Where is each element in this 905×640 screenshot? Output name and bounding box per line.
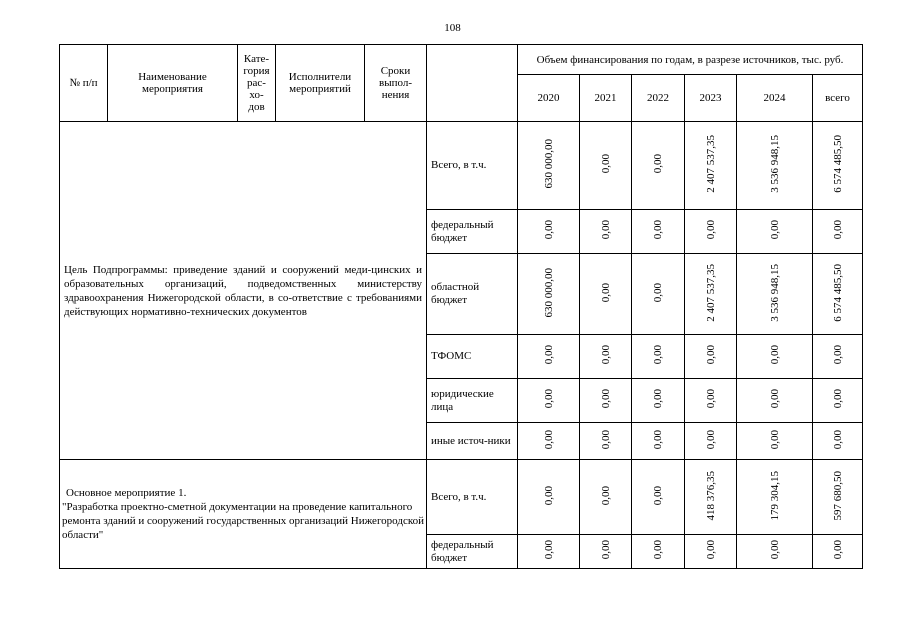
page-number: 108 xyxy=(444,22,461,34)
source-label: федеральный бюджет xyxy=(427,210,518,254)
value-cell: 0,00 xyxy=(704,389,717,409)
header-row-1 xyxy=(60,45,863,75)
value-cell: 0,00 xyxy=(831,429,844,450)
value-cell: 0,00 xyxy=(599,220,612,240)
value-cell: 0,00 xyxy=(599,429,612,450)
value-cell: 0,00 xyxy=(704,220,717,240)
funding-table xyxy=(59,44,863,569)
source-label: федеральный бюджет xyxy=(427,535,518,569)
value-cell: 0,00 xyxy=(704,345,717,365)
event-text: "Разработка проектно-сметной документации на проведение капитального ремонта зданий и сооружений государственных организаций Нижегородской области" xyxy=(62,501,425,541)
source-label: иные источ-ники xyxy=(427,423,518,460)
source-label: ТФОМС xyxy=(427,335,518,379)
value-cell: 0,00 xyxy=(542,485,555,506)
value-cell: 0,00 xyxy=(599,485,612,506)
event-row-total xyxy=(60,460,863,535)
year-header: 2020 xyxy=(518,75,580,122)
value-cell: 0,00 xyxy=(652,282,664,303)
year-header: всего xyxy=(813,75,863,122)
event-title: Основное мероприятие 1. xyxy=(66,487,187,499)
col-header-category: Кате- гория рас- хо- дов xyxy=(238,45,276,122)
goal-row-total xyxy=(60,122,863,210)
col-header-num: № п/п xyxy=(60,45,108,122)
goal-text: Цель Подпрограммы: приведение зданий и сооружений меди-цинских и образовательных организаций, подведомственных министерству здравоохранения Нижегородской области, в со-ответствие с требованиями действующих нормативно-технических документов xyxy=(64,263,422,318)
value-cell: 0,00 xyxy=(704,540,717,560)
value-cell: 0,00 xyxy=(652,220,664,240)
source-label: Всего, в т.ч. xyxy=(427,460,518,535)
value-cell: 0,00 xyxy=(599,345,612,365)
col-header-source xyxy=(427,45,518,122)
value-cell: 0,00 xyxy=(652,429,664,450)
year-header: 2021 xyxy=(580,75,632,122)
source-label: юридические лица xyxy=(427,379,518,423)
event-description xyxy=(60,460,427,569)
value-cell: 0,00 xyxy=(542,345,555,365)
value-cell: 0,00 xyxy=(768,345,781,365)
value-cell: 2 407 537,35 xyxy=(704,135,717,193)
value-cell: 0,00 xyxy=(831,389,844,409)
value-cell: 0,00 xyxy=(652,485,664,506)
col-header-funding: Объем финансирования по годам, в разрезе источников, тыс. руб. xyxy=(518,45,863,75)
value-cell: 2 407 537,35 xyxy=(704,263,717,322)
col-header-executors: Исполнители мероприятий xyxy=(276,45,365,122)
value-cell: 0,00 xyxy=(652,389,664,409)
value-cell: 0,00 xyxy=(599,154,612,174)
value-cell: 0,00 xyxy=(704,429,717,450)
value-cell: 6 574 485,50 xyxy=(831,135,844,193)
value-cell: 0,00 xyxy=(599,540,612,560)
source-label: Всего, в т.ч. xyxy=(427,122,518,210)
value-cell: 0,00 xyxy=(652,540,664,560)
value-cell: 3 536 948,15 xyxy=(768,263,781,322)
year-header: 2023 xyxy=(685,75,737,122)
year-header: 2022 xyxy=(632,75,685,122)
value-cell: 0,00 xyxy=(599,389,612,409)
source-label: областной бюджет xyxy=(427,254,518,335)
value-cell: 0,00 xyxy=(831,540,844,560)
value-cell: 630 000,00 xyxy=(542,267,555,318)
value-cell: 0,00 xyxy=(652,154,664,174)
value-cell: 6 574 485,50 xyxy=(831,263,844,322)
value-cell: 0,00 xyxy=(768,540,781,560)
value-cell: 0,00 xyxy=(542,389,555,409)
value-cell: 0,00 xyxy=(768,220,781,240)
value-cell: 0,00 xyxy=(768,429,781,450)
value-cell: 179 304,15 xyxy=(768,470,781,521)
year-header: 2024 xyxy=(737,75,813,122)
value-cell: 3 536 948,15 xyxy=(768,135,781,193)
value-cell: 0,00 xyxy=(831,220,844,240)
value-cell: 0,00 xyxy=(542,540,555,560)
value-cell: 630 000,00 xyxy=(542,139,555,189)
value-cell: 597 680,50 xyxy=(831,470,844,521)
value-cell: 418 376,35 xyxy=(704,470,717,521)
value-cell: 0,00 xyxy=(542,429,555,450)
col-header-name: Наименование мероприятия xyxy=(108,45,238,122)
value-cell: 0,00 xyxy=(599,282,612,303)
goal-description xyxy=(60,122,427,460)
value-cell: 0,00 xyxy=(542,220,555,240)
value-cell: 0,00 xyxy=(768,389,781,409)
col-header-terms: Сроки выпол- нения xyxy=(365,45,427,122)
value-cell: 0,00 xyxy=(831,345,844,365)
value-cell: 0,00 xyxy=(652,345,664,365)
